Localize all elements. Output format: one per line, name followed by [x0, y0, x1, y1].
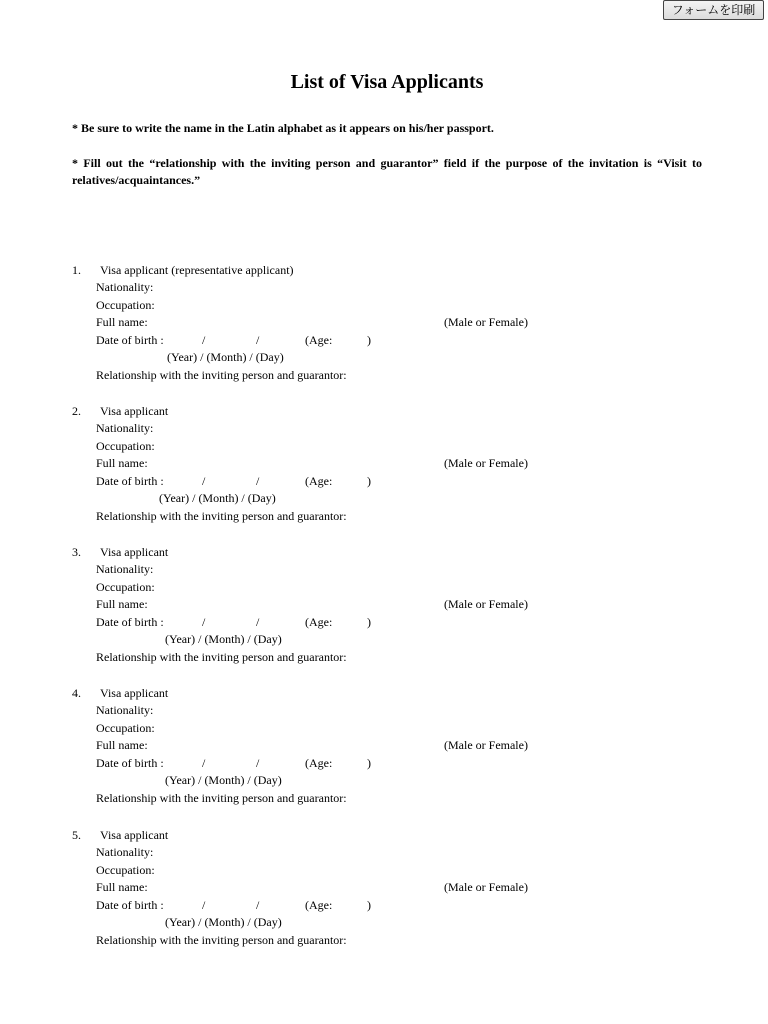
- date-separator: /: [202, 333, 206, 347]
- occupation-label: Occupation:: [96, 439, 155, 453]
- sex-label: (Male or Female): [444, 880, 528, 894]
- nationality-label: Nationality:: [96, 703, 154, 717]
- age-label: (Age:: [305, 615, 333, 629]
- applicant-entry-5: [0, 828, 768, 953]
- date-separator: /: [256, 474, 260, 488]
- full-name-label: Full name:: [96, 456, 148, 470]
- note-latin-alphabet: * Be sure to write the name in the Latin alphabet as it appears on his/her passport.: [72, 121, 494, 135]
- date-separator: /: [202, 474, 206, 488]
- nationality-label: Nationality:: [96, 562, 154, 576]
- applicant-number: 5.: [72, 828, 81, 842]
- age-label: (Age:: [305, 474, 333, 488]
- date-separator: /: [202, 756, 206, 770]
- date-format-hint: (Year) / (Month) / (Day): [165, 773, 282, 787]
- age-label: (Age:: [305, 756, 333, 770]
- full-name-label: Full name:: [96, 597, 148, 611]
- applicant-number: 2.: [72, 404, 81, 418]
- occupation-label: Occupation:: [96, 580, 155, 594]
- applicant-heading: Visa applicant (representative applicant): [100, 263, 294, 277]
- relationship-label: Relationship with the inviting person and guarantor:: [96, 509, 347, 523]
- full-name-label: Full name:: [96, 738, 148, 752]
- page-title: List of Visa Applicants: [290, 71, 484, 93]
- applicant-entry-3: [0, 545, 768, 670]
- date-separator: /: [256, 615, 260, 629]
- age-close-paren: ): [367, 615, 371, 629]
- applicant-heading: Visa applicant: [100, 828, 169, 842]
- relationship-label: Relationship with the inviting person and guarantor:: [96, 791, 347, 805]
- date-separator: /: [256, 333, 260, 347]
- sex-label: (Male or Female): [444, 456, 528, 470]
- applicant-heading: Visa applicant: [100, 686, 169, 700]
- age-close-paren: ): [367, 898, 371, 912]
- date-format-hint: (Year) / (Month) / (Day): [165, 632, 282, 646]
- nationality-label: Nationality:: [96, 845, 154, 859]
- date-of-birth-label: Date of birth :: [96, 756, 164, 770]
- occupation-label: Occupation:: [96, 721, 155, 735]
- note-relationship-field: * Fill out the “relationship with the inviting person and guarantor” field if the purpose of the invitation is “Visit to relatives/acquaintances.”: [72, 156, 702, 187]
- applicant-number: 4.: [72, 686, 81, 700]
- relationship-label: Relationship with the inviting person and guarantor:: [96, 933, 347, 947]
- date-of-birth-label: Date of birth :: [96, 333, 164, 347]
- date-format-hint: (Year) / (Month) / (Day): [159, 491, 276, 505]
- applicant-number: 3.: [72, 545, 81, 559]
- date-separator: /: [202, 615, 206, 629]
- age-close-paren: ): [367, 474, 371, 488]
- age-close-paren: ): [367, 333, 371, 347]
- date-of-birth-label: Date of birth :: [96, 474, 164, 488]
- date-of-birth-label: Date of birth :: [96, 898, 164, 912]
- applicant-entry-1: [0, 263, 768, 388]
- full-name-label: Full name:: [96, 880, 148, 894]
- sex-label: (Male or Female): [444, 315, 528, 329]
- relationship-label: Relationship with the inviting person and guarantor:: [96, 368, 347, 382]
- applicant-entry-2: [0, 404, 768, 529]
- sex-label: (Male or Female): [444, 738, 528, 752]
- date-format-hint: (Year) / (Month) / (Day): [167, 350, 284, 364]
- date-of-birth-label: Date of birth :: [96, 615, 164, 629]
- applicant-number: 1.: [72, 263, 81, 277]
- sex-label: (Male or Female): [444, 597, 528, 611]
- occupation-label: Occupation:: [96, 863, 155, 877]
- date-format-hint: (Year) / (Month) / (Day): [165, 915, 282, 929]
- applicant-heading: Visa applicant: [100, 545, 169, 559]
- age-label: (Age:: [305, 898, 333, 912]
- nationality-label: Nationality:: [96, 421, 154, 435]
- date-separator: /: [256, 898, 260, 912]
- applicant-entry-4: [0, 686, 768, 811]
- occupation-label: Occupation:: [96, 298, 155, 312]
- print-form-button[interactable]: フォームを印刷: [663, 0, 764, 20]
- date-separator: /: [256, 756, 260, 770]
- full-name-label: Full name:: [96, 315, 148, 329]
- age-label: (Age:: [305, 333, 333, 347]
- applicant-heading: Visa applicant: [100, 404, 169, 418]
- relationship-label: Relationship with the inviting person and guarantor:: [96, 650, 347, 664]
- age-close-paren: ): [367, 756, 371, 770]
- date-separator: /: [202, 898, 206, 912]
- nationality-label: Nationality:: [96, 280, 154, 294]
